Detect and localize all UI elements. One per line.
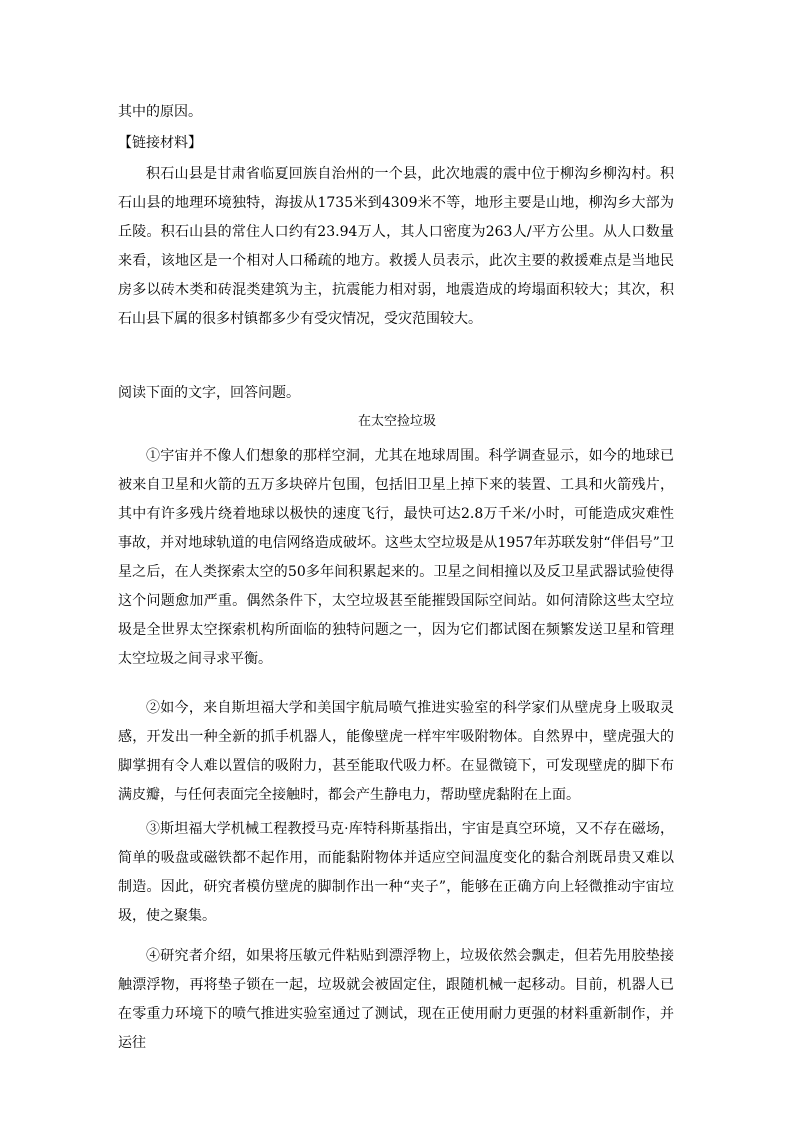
article-paragraph-1: ①宇宙并不像人们想象的那样空洞，尤其在地球周围。科学调查显示，如今的地球已被来自卫星和火箭的五万多块碎片包围，包括旧卫星上掉下来的装置、工具和火箭残片，其中有许多残片绕着地球以极快的速度飞行，最快可达2.8万千米/小时，可能造成灾难性事故，并对地球轨道的电信网络造成破坏。这些太空垃圾是从1957年苏联发射“伴侣号”卫星之后，在人类探索太空的50多年间积累起来的。卫星之间相撞以及反卫星武器试验使得这个问题愈加严重。偶然条件下，太空垃圾甚至能摧毁国际空间站。如何清除这些太空垃圾是全世界太空探索机构所面临的独特问题之一，因为它们都试图在频繁发送卫星和管理太空垃圾之间寻求平衡。	[118, 448, 674, 667]
link-material-header: 【链接材料】	[118, 135, 202, 151]
article-paragraph-3: ③斯坦福大学机械工程教授马克·库特科斯基指出，宇宙是真空环境，又不存在磁场，简单的吸盘或磁铁都不起作用，而能黏附物体并适应空间温度变化的黏合剂既昂贵又难以制造。因此，研究者模仿壁虎的脚制作出一种“夹子”，能够在正确方向上轻微推动宇宙垃圾，使之聚集。	[118, 821, 674, 924]
top-sentence: 其中的原因。	[118, 104, 202, 120]
link-material-paragraph: 积石山县是甘肃省临夏回族自治州的一个县，此次地震的震中位于柳沟乡柳沟村。积石山县的地理环境独特，海拔从1735米到4309米不等，地形主要是山地，柳沟乡大部为丘陵。积石山县的常住人口约有23.94万人，其人口密度为263人/平方公里。从人口数量来看，该地区是一个相对人口稀疏的地方。救援人员表示，此次主要的救援难点是当地民房多以砖木类和砖混类建筑为主，抗震能力相对弱，地震造成的垮塌面积较大；其次，积石山县下属的很多村镇都多少有受灾情况，受灾范围较大。	[118, 166, 674, 327]
article-paragraph-4: ④研究者介绍，如果将压敏元件粘贴到漂浮物上，垃圾依然会飘走，但若先用胶垫接触漂浮物，再将垫子锁在一起，垃圾就会被固定住，跟随机械一起移动。目前，机器人已在零重力环境下的喷气推进实验室通过了测试，现在正使用耐力更强的材料重新制作，并运往	[118, 948, 674, 1051]
reading-prompt: 阅读下面的文字，回答问题。	[118, 385, 300, 401]
article-title: 在太空捡垃圾	[357, 414, 436, 429]
article-paragraph-2: ②如今，来自斯坦福大学和美国宇航局喷气推进实验室的科学家们从壁虎身上吸取灵感，开发出一种全新的抓手机器人，能像壁虎一样牢牢吸附物体。自然界中，壁虎强大的脚掌拥有令人难以置信的吸附力，甚至能取代吸力杯。在显微镜下，可发现壁虎的脚下布满皮瓣，与任何表面完全接触时，都会产生静电力，帮助壁虎黏附在上面。	[118, 700, 674, 803]
